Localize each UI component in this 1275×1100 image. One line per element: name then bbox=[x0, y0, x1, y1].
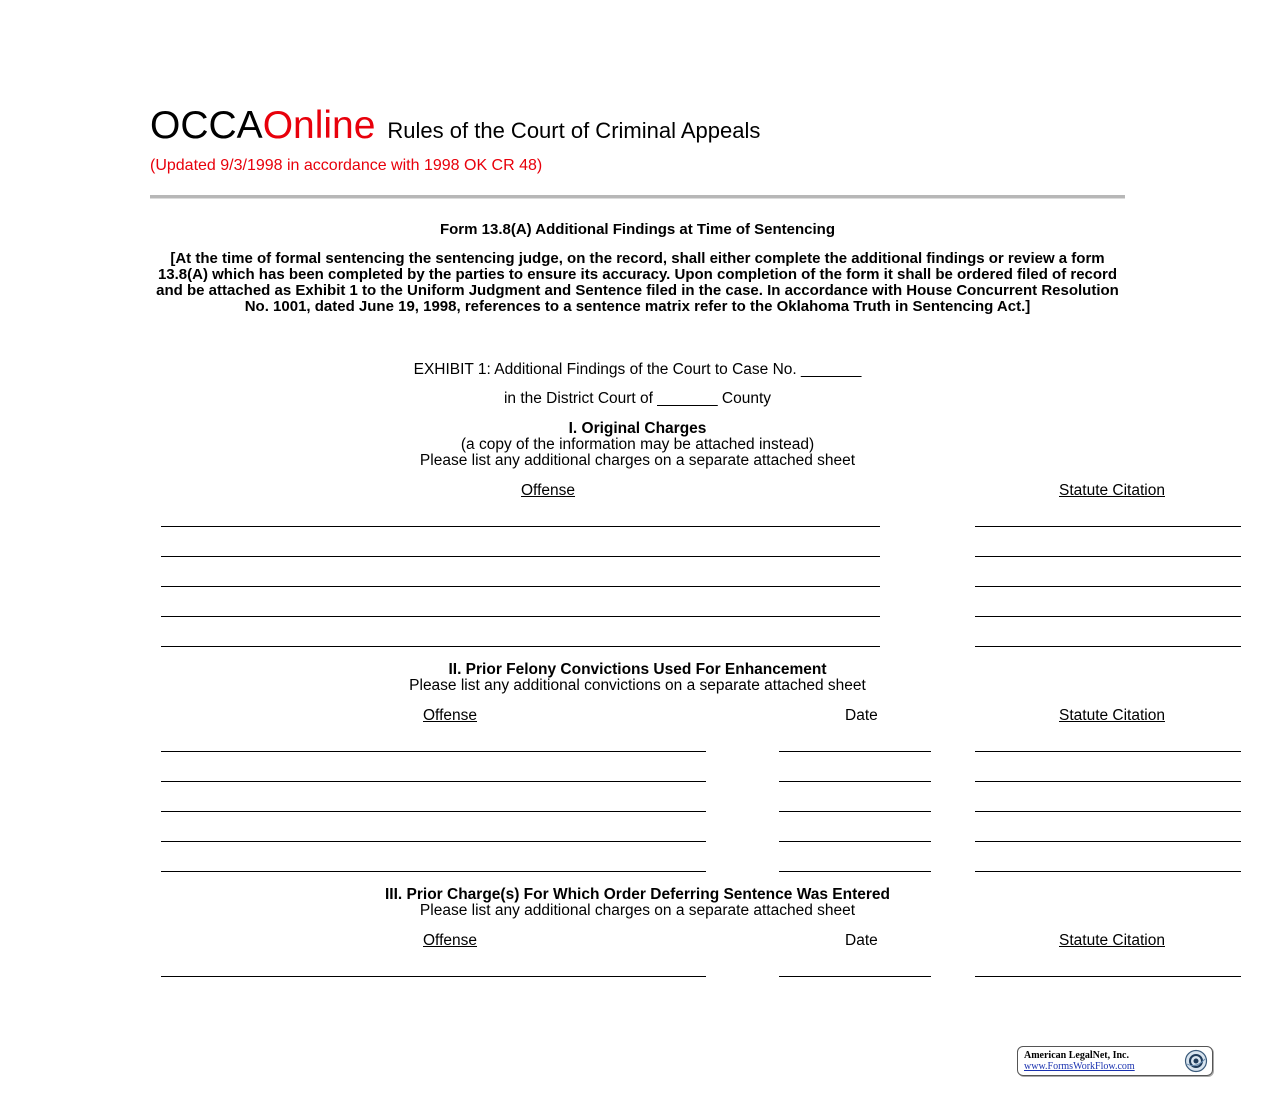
col-statute-citation: Statute Citation bbox=[1059, 707, 1165, 724]
brand-rules-title: Rules of the Court of Criminal Appeals bbox=[387, 118, 761, 143]
col-offense: Offense bbox=[423, 707, 478, 724]
section-prior-deferred-title: III. Prior Charge(s) For Which Order Deferring Sentence Was Entered bbox=[385, 886, 890, 903]
offense-blank-line[interactable] bbox=[161, 871, 706, 872]
section-prior-felony-note: Please list any additional convictions on a separate attached sheet bbox=[409, 677, 866, 694]
offense-blank-line[interactable] bbox=[161, 586, 880, 587]
brand-occa: OCCA bbox=[150, 104, 263, 147]
section-original-note2: Please list any additional charges on a separate attached sheet bbox=[419, 452, 856, 469]
form-title: Form 13.8(A) Additional Findings at Time of Sentencing bbox=[439, 221, 836, 238]
statute-blank-line[interactable] bbox=[975, 646, 1241, 647]
district-line: in the District Court of _______ County bbox=[503, 390, 772, 407]
badge-company-name: American LegalNet, Inc. bbox=[1024, 1050, 1129, 1061]
offense-blank-line[interactable] bbox=[161, 556, 880, 557]
statute-blank-line[interactable] bbox=[975, 781, 1241, 782]
offense-blank-line[interactable] bbox=[161, 811, 706, 812]
offense-blank-line[interactable] bbox=[161, 841, 706, 842]
brand-header bbox=[150, 104, 760, 148]
badge-url-link[interactable]: www.FormsWorkFlow.com bbox=[1024, 1061, 1135, 1072]
date-blank-line[interactable] bbox=[779, 751, 931, 752]
offense-blank-line[interactable] bbox=[161, 751, 706, 752]
statute-blank-line[interactable] bbox=[975, 841, 1241, 842]
date-blank-line[interactable] bbox=[779, 871, 931, 872]
date-blank-line[interactable] bbox=[779, 976, 931, 977]
statute-blank-line[interactable] bbox=[975, 556, 1241, 557]
col-statute-citation: Statute Citation bbox=[1059, 932, 1165, 949]
date-blank-line[interactable] bbox=[779, 811, 931, 812]
date-blank-line[interactable] bbox=[779, 841, 931, 842]
statute-blank-line[interactable] bbox=[975, 586, 1241, 587]
section-original-note1: (a copy of the information may be attached instead) bbox=[460, 436, 815, 453]
statute-blank-line[interactable] bbox=[975, 811, 1241, 812]
offense-blank-line[interactable] bbox=[161, 781, 706, 782]
col-statute-citation: Statute Citation bbox=[1059, 482, 1165, 499]
statute-blank-line[interactable] bbox=[975, 871, 1241, 872]
date-blank-line[interactable] bbox=[779, 781, 931, 782]
offense-blank-line[interactable] bbox=[161, 646, 880, 647]
form-instructions: [At the time of formal sentencing the sentencing judge, on the record, shall either complete the additional findings or review a form 13.8(A) which has been completed by the parties to ensure its accuracy. Upon completion of the form it shall be ordered filed of record and be attached as Exhibit 1 to the Uniform Judgment and Sentence filed in the case. In accordance with House Concurrent Resolution No. 1001, dated June 19, 1998, references to a sentence matrix refer to the Oklahoma Truth in Sentencing Act.] bbox=[156, 250, 1119, 315]
section-prior-felony-title: II. Prior Felony Convictions Used For Enhancement bbox=[448, 661, 827, 678]
statute-blank-line[interactable] bbox=[975, 616, 1241, 617]
globe-logo-icon bbox=[1184, 1049, 1208, 1073]
statute-blank-line[interactable] bbox=[975, 526, 1241, 527]
col-date: Date bbox=[845, 932, 878, 949]
american-legalnet-badge[interactable] bbox=[1017, 1046, 1213, 1076]
section-prior-deferred-note: Please list any additional charges on a separate attached sheet bbox=[419, 902, 856, 919]
section-original-title: I. Original Charges bbox=[568, 420, 707, 437]
statute-blank-line[interactable] bbox=[975, 751, 1241, 752]
header-divider bbox=[150, 195, 1125, 199]
exhibit-line: EXHIBIT 1: Additional Findings of the Court to Case No. _______ bbox=[413, 361, 862, 378]
col-date: Date bbox=[845, 707, 878, 724]
col-offense: Offense bbox=[423, 932, 478, 949]
brand-online: Online bbox=[262, 104, 376, 147]
updated-note: (Updated 9/3/1998 in accordance with 1998 OK CR 48) bbox=[150, 157, 543, 174]
offense-blank-line[interactable] bbox=[161, 616, 880, 617]
offense-blank-line[interactable] bbox=[161, 526, 880, 527]
offense-blank-line[interactable] bbox=[161, 976, 706, 977]
col-offense: Offense bbox=[521, 482, 576, 499]
statute-blank-line[interactable] bbox=[975, 976, 1241, 977]
